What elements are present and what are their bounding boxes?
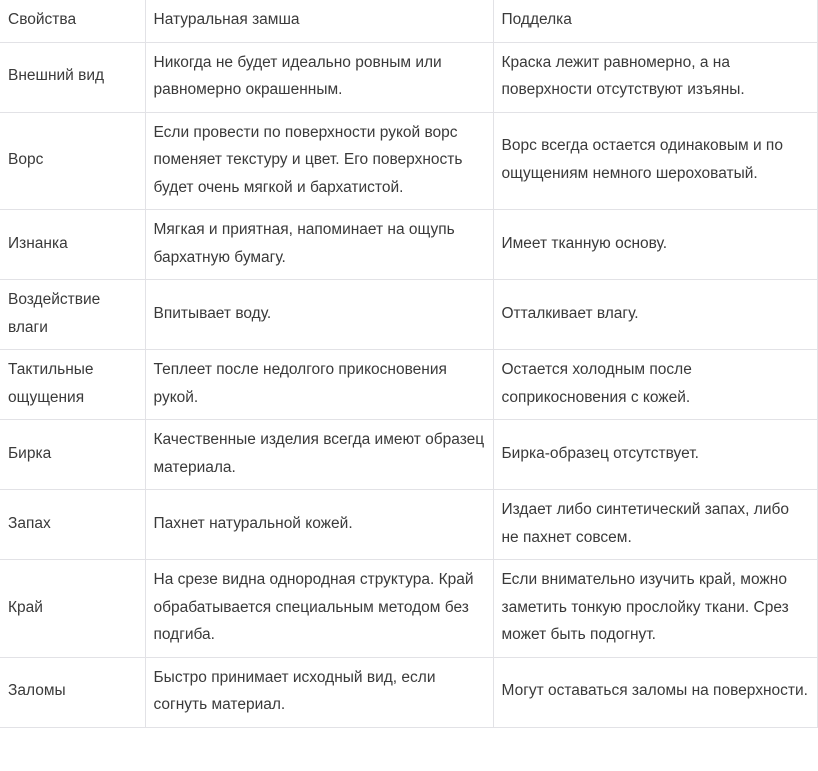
property-cell: Тактильные ощущения xyxy=(0,350,145,420)
header-cell-property: Свойства xyxy=(0,0,145,42)
property-cell: Изнанка xyxy=(0,210,145,280)
natural-cell: Быстро принимает исходный вид, если согнуть материал. xyxy=(145,657,493,727)
property-cell: Воздействие влаги xyxy=(0,280,145,350)
fake-cell: Остается холодным после соприкосновения с кожей. xyxy=(493,350,817,420)
header-cell-natural: Натуральная замша xyxy=(145,0,493,42)
fake-cell: Бирка-образец отсутствует. xyxy=(493,420,817,490)
property-cell: Запах xyxy=(0,490,145,560)
table-row xyxy=(0,657,817,727)
fake-cell: Если внимательно изучить край, можно заметить тонкую прослойку ткани. Срез может быть подогнут. xyxy=(493,560,817,658)
natural-cell: Качественные изделия всегда имеют образец материала. xyxy=(145,420,493,490)
table-row xyxy=(0,420,817,490)
fake-cell: Издает либо синтетический запах, либо не пахнет совсем. xyxy=(493,490,817,560)
natural-cell: Никогда не будет идеально ровным или равномерно окрашенным. xyxy=(145,42,493,112)
property-cell: Край xyxy=(0,560,145,658)
fake-cell: Имеет тканную основу. xyxy=(493,210,817,280)
natural-cell: Мягкая и приятная, напоминает на ощупь бархатную бумагу. xyxy=(145,210,493,280)
table-row xyxy=(0,490,817,560)
natural-cell: Пахнет натуральной кожей. xyxy=(145,490,493,560)
fake-cell: Отталкивает влагу. xyxy=(493,280,817,350)
property-cell: Ворс xyxy=(0,112,145,210)
table-row xyxy=(0,210,817,280)
table-row xyxy=(0,42,817,112)
property-cell: Внешний вид xyxy=(0,42,145,112)
property-cell: Заломы xyxy=(0,657,145,727)
table-row xyxy=(0,350,817,420)
fake-cell: Краска лежит равномерно, а на поверхности отсутствуют изъяны. xyxy=(493,42,817,112)
header-cell-fake: Подделка xyxy=(493,0,817,42)
fake-cell: Могут оставаться заломы на поверхности. xyxy=(493,657,817,727)
table-row xyxy=(0,560,817,658)
fake-cell: Ворс всегда остается одинаковым и по ощущениям немного шероховатый. xyxy=(493,112,817,210)
table-header-row xyxy=(0,0,817,42)
natural-cell: Если провести по поверхности рукой ворс поменяет текстуру и цвет. Его поверхность будет очень мягкой и бархатистой. xyxy=(145,112,493,210)
table-row xyxy=(0,112,817,210)
natural-cell: На срезе видна однородная структура. Край обрабатывается специальным методом без подгиба. xyxy=(145,560,493,658)
natural-cell: Теплеет после недолгого прикосновения рукой. xyxy=(145,350,493,420)
natural-cell: Впитывает воду. xyxy=(145,280,493,350)
property-cell: Бирка xyxy=(0,420,145,490)
table-row xyxy=(0,280,817,350)
